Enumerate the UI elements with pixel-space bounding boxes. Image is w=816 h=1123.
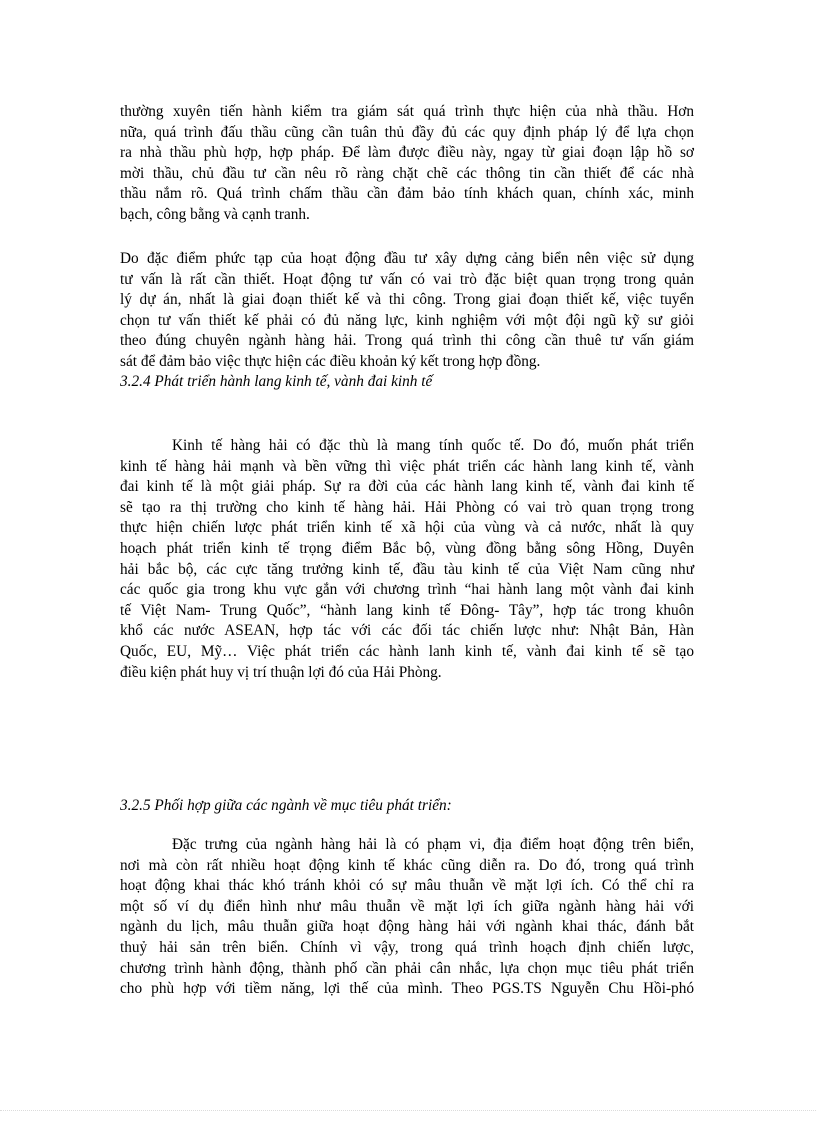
text-line: hoạch phát triển kinh tế trọng điểm Bắc bộ, vùng đồng bằng sông Hồng, Duyên — [120, 539, 694, 557]
text-line: Do đặc điểm phức tạp của hoạt động đầu tư xây dựng cảng biển nên việc sử dụng — [120, 250, 694, 267]
text-line: ra nhà thầu phù hợp, hợp pháp. Để làm được điều này, ngay từ giai đoạn lập hồ sơ — [120, 144, 694, 162]
section-heading-3-2-4: 3.2.4 Phát triển hành lang kinh tế, vành đai kinh tế — [120, 373, 433, 390]
paragraph-economic-corridor — [120, 436, 694, 683]
text-line: theo đúng chuyên ngành hàng hải. Trong quá trình thi công cần thuê tư vấn giám — [120, 332, 694, 350]
text-line: một số ví dụ điển hình như mâu thuẫn về mặt lợi ích giữa ngành hàng hải với — [120, 897, 694, 915]
text-line: điều kiện phát huy vị trí thuận lợi đó của Hải Phòng. — [120, 663, 442, 681]
paragraph-sector-coordination — [120, 835, 694, 1000]
text-line: thuỷ hải sản trên biển. Chính vì vậy, trong quá trình hoạch định chiến lược, — [120, 938, 694, 956]
text-line: kinh tế hàng hải mạnh và bền vững thì việc phát triển các hành lang kinh tế, vành — [120, 457, 694, 475]
text-line: thầu nắm rõ. Quá trình chấm thầu cần đảm bảo tính khách quan, chính xác, minh — [120, 185, 694, 203]
text-line: hoạt động khai thác khó tránh khỏi có sự mâu thuẫn về mặt lợi ích. Có thể chỉ ra — [120, 877, 694, 895]
text-line: nữa, quá trình đấu thầu cũng cần tuân thủ đầy đủ các quy định pháp lý để lựa chọn — [120, 123, 694, 141]
text-line: Quốc, EU, Mỹ… Việc phát triển các hành lanh kinh tế, vành đai kinh tế sẽ tạo — [120, 642, 694, 660]
text-line: mời thầu, chủ đầu tư cần nêu rõ ràng chặt chẽ các thông tin cần thiết để các nhà — [120, 164, 694, 182]
text-line: bạch, công bằng và cạnh tranh. — [120, 205, 310, 223]
paragraph-consulting — [120, 249, 694, 373]
text-line: đai kinh tế là một giải pháp. Sự ra đời của các hành lang kinh tế, vành đai kinh tế — [120, 478, 694, 496]
section-heading-3-2-5: 3.2.5 Phối hợp giữa các ngành về mục tiêu phát triển: — [120, 797, 452, 814]
text-line: hải bắc bộ, các cực tăng trưởng kinh tế, đầu tàu kinh tế của Việt Nam cũng như — [120, 560, 694, 578]
text-line: sẽ tạo ra thị trường cho kinh tế hàng hải. Hải Phòng có vai trò quan trọng trong — [120, 498, 694, 516]
text-line: nơi mà còn rất nhiều hoạt động kinh tế khác cũng diễn ra. Do đó, trong quá trình — [120, 856, 694, 874]
text-line: thường xuyên tiến hành kiểm tra giám sát quá trình thực hiện của nhà thầu. Hơn — [120, 103, 694, 120]
text-line: ngành du lịch, mâu thuẫn giữa hoạt động hàng hải với ngành khai thác, đánh bắt — [120, 918, 694, 936]
text-line: khổ các nước ASEAN, hợp tác với các đối tác chiến lược như: Nhật Bản, Hàn — [120, 622, 694, 640]
page-bottom-divider — [0, 1110, 816, 1111]
text-line: thực hiện chiến lược phát triển kinh tế xã hội của vùng và cả nước, nhất là quy — [120, 519, 694, 537]
text-line: Kinh tế hàng hải có đặc thù là mang tính quốc tế. Do đó, muốn phát triển — [172, 437, 694, 454]
text-line: Đặc trưng của ngành hàng hải là có phạm vi, địa điểm hoạt động trên biển, — [172, 836, 694, 853]
text-line: lý dự án, nhất là giai đoạn thiết kế và thi công. Trong giai đoạn thiết kế, việc tuyển — [120, 291, 694, 309]
text-line: chương trình hành động, thành phố cần phải cân nhắc, lựa chọn mục tiêu phát triển — [120, 959, 694, 977]
text-line: chọn tư vấn thiết kế phải có đủ năng lực, kinh nghiệm với một đội ngũ kỹ sư giỏi — [120, 311, 694, 329]
paragraph-bidding — [120, 102, 694, 226]
text-line: sát để đảm bảo việc thực hiện các điều khoản ký kết trong hợp đồng. — [120, 352, 541, 370]
text-line: các quốc gia trong khu vực gắn với chương trình “hai hành lang một vành đai kinh — [120, 581, 694, 599]
text-line: tế Việt Nam- Trung Quốc”, “hành lang kinh tế Đông- Tây”, hợp tác trong khuôn — [120, 601, 694, 619]
text-line: tư vấn là rất cần thiết. Hoạt động tư vấn có vai trò đặc biệt quan trọng trong quản — [120, 270, 694, 288]
text-line: cho phù hợp với tiềm năng, lợi thế của mình. Theo PGS.TS Nguyễn Chu Hồi-phó — [120, 980, 694, 998]
